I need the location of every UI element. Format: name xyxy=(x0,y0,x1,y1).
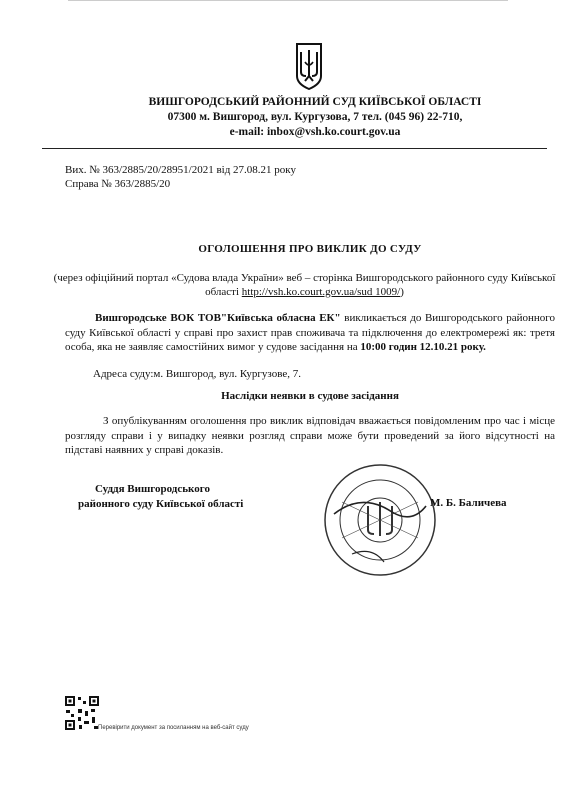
publication-note-text: (через офіційний портал «Судова влада України» веб – сторінка Вишгородського районного суду Київської області xyxy=(53,272,556,298)
summons-paragraph xyxy=(65,311,555,355)
case-number: Справа № 363/2885/20 xyxy=(65,178,171,190)
scan-top-edge xyxy=(68,0,508,1)
judge-title-line2: районного суду Київської області xyxy=(78,498,244,510)
summoned-party: Вишгородське ВОК ТОВ"Київська обласна ЕК" xyxy=(95,312,341,324)
header-divider xyxy=(42,148,547,149)
consequences-text: З опублікуванням оголошення про виклик відповідач вважається повідомленим про час і місце розгляду справи і у випадку неявки розгляд справи може бути проведений за його відсутності на підставі наявних у справі доказів. xyxy=(65,415,555,456)
consequences-heading: Наслідки неявки в судове засідання xyxy=(221,390,399,402)
judge-title-line1: Суддя Вишгородського xyxy=(95,483,210,495)
court-address-line: Адреса суду:м. Вишгород, вул. Кургузове, 7. xyxy=(93,368,301,380)
document-title: ОГОЛОШЕННЯ ПРО ВИКЛИК ДО СУДУ xyxy=(198,243,422,255)
outgoing-number: Вих. № 363/2885/20/28951/2021 від 27.08.21 року xyxy=(65,164,296,176)
court-website-link[interactable]: http://vsh.ko.court.gov.ua/sud 1009/ xyxy=(241,286,401,298)
summons-body: викликається до Вишгородського районного суду Київської області у справі про захист прав споживача та підключення до електромережі як: третя особа, яка не заявляє самостійних вимог у судове засідання на xyxy=(65,312,555,353)
court-name: ВИШГОРОДСЬКИЙ РАЙОННИЙ СУД КИЇВСЬКОЇ ОБЛАСТІ xyxy=(148,96,482,108)
publication-note-close: ) xyxy=(400,286,404,298)
court-address: 07300 м. Вишгород, вул. Кургузова, 7 тел. (045 96) 22-710, xyxy=(167,111,463,123)
tryzub-emblem-icon xyxy=(294,42,324,90)
court-seal-stamp xyxy=(322,462,438,578)
publication-note xyxy=(52,271,557,299)
court-email: e-mail: inbox@vsh.ko.court.gov.ua xyxy=(229,126,401,138)
hearing-datetime: 10:00 годин 12.10.21 року. xyxy=(360,341,486,353)
qr-caption: Перевірити документ за посиланням на веб-сайт суду xyxy=(98,725,249,731)
judge-name: М. Б. Баличева xyxy=(430,497,507,509)
qr-code-icon[interactable] xyxy=(64,695,100,731)
